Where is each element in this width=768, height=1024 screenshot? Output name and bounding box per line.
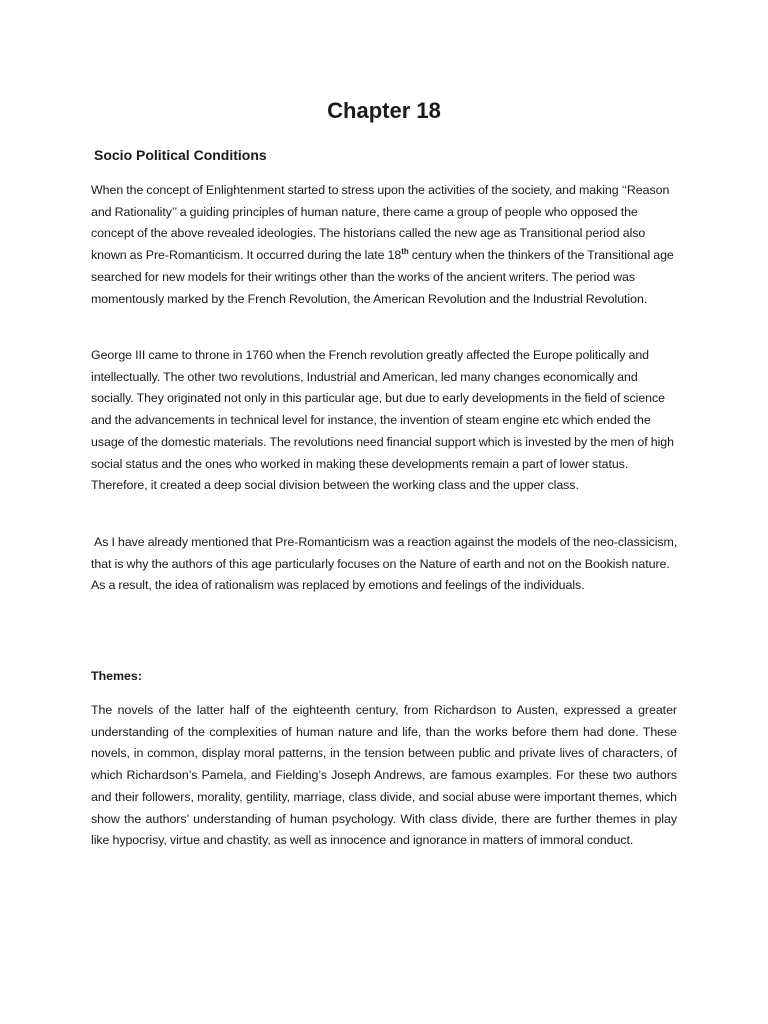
chapter-title: Chapter 18 [327,98,441,123]
paragraph-text: When the concept of Enlightenment started to stress upon the activities of the society, and making ‘‘Reason and Rationality’’ a guiding principles of human nature, there came a group of people who opposed the concept of the above revealed ideologies. The historians called the new age as Transitional period also known as Pre-Romanticism. It occurred during the late 18 [91,183,670,263]
paragraph-themes: The novels of the latter half of the eighteenth century, from Richardson to Austen, expressed a greater understanding of the complexities of human nature and life, than the works before them had done. These novels, in common, display moral patterns, in the tension between public and private lives of characters, of which Richardson’s Pamela, and Fielding’s Joseph Andrews, are famous examples. For these two authors and their followers, morality, gentility, marriage, class divide, and social abuse were important themes, which show the authors’ understanding of human psychology. With class divide, there are further themes in play like hypocrisy, virtue and chastity, as well as innocence and ignorance in matters of immoral conduct. [91,703,677,848]
paragraph-pre-romanticism: As I have already mentioned that Pre-Romanticism was a reaction against the models of the neo-classicism, that is why the authors of this age particularly focuses on the Nature of earth and not on the Bookish nature. As a result, the idea of rationalism was replaced by emotions and feelings of the individuals. [91,535,678,593]
paragraph-enlightenment [91,180,683,310]
paragraph-text-continued: century when the thinkers of the Transitional age searched for new models for their writings other than the works of the ancient writers. The period was momentously marked by the French Revolution, the American Revolution and the Industrial Revolution. [91,248,674,306]
section-heading: Socio Political Conditions [94,147,267,163]
paragraph-george-iii: George III came to throne in 1760 when the French revolution greatly affected the Europe politically and intellectually. The other two revolutions, Industrial and American, led many changes economically and socially. They originated not only in this particular age, but due to early developments in the field of science and the advancements in technical level for instance, the invention of steam engine etc which ended the usage of the domestic materials. The revolutions need financial support which is invested by the men of high social status and the ones who worked in making these developments remain a part of lower status. Therefore, it created a deep social division between the working class and the upper class. [91,348,674,493]
ordinal-superscript: th [401,246,409,256]
themes-heading: Themes: [91,669,142,683]
